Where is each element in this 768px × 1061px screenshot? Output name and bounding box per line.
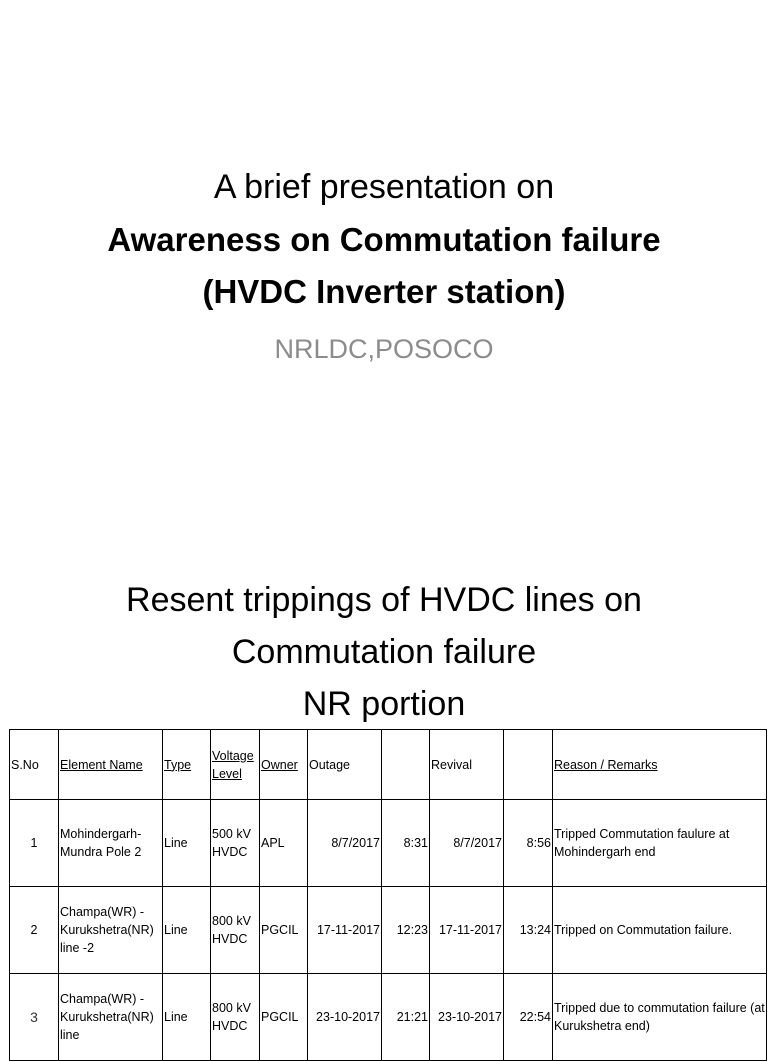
cell-type: Line: [163, 800, 211, 887]
cell-revival-date: 23-10-2017: [430, 974, 504, 1061]
table-row: [10, 800, 767, 887]
header-element: Element Name: [59, 730, 163, 800]
cell-outage-time: 12:23: [382, 887, 430, 974]
slide2-title-line3: NR portion: [302, 685, 466, 723]
cell-element: Mohindergarh-Mundra Pole 2: [59, 800, 163, 887]
cell-type: Line: [163, 974, 211, 1061]
cell-revival-time: 22:54: [504, 974, 553, 1061]
header-outage: Outage: [308, 730, 382, 800]
cell-revival-time: 13:24: [504, 887, 553, 974]
cell-type: Line: [163, 887, 211, 974]
cell-reason: Tripped due to commutation failure (at Kurukshetra end): [553, 974, 767, 1061]
header-revival: Revival: [430, 730, 504, 800]
slide2-title-line2: Commutation failure: [231, 633, 537, 671]
cell-revival-date: 8/7/2017: [430, 800, 504, 887]
cell-owner: PGCIL: [260, 974, 308, 1061]
header-owner: Owner: [260, 730, 308, 800]
cell-sno: 3: [10, 974, 59, 1061]
header-revival-time: [504, 730, 553, 800]
cell-sno: 2: [10, 887, 59, 974]
header-reason: Reason / Remarks: [553, 730, 767, 800]
cell-voltage: 500 kV HVDC: [211, 800, 260, 887]
cell-sno: 1: [10, 800, 59, 887]
cell-voltage: 800 kV HVDC: [211, 887, 260, 974]
presentation-title-sub: (HVDC Inverter station): [202, 273, 566, 310]
cell-outage-time: 8:31: [382, 800, 430, 887]
cell-owner: PGCIL: [260, 887, 308, 974]
header-sno: S.No: [10, 730, 59, 800]
slide2-title: [0, 574, 768, 730]
cell-voltage: 800 kV HVDC: [211, 974, 260, 1061]
cell-outage-date: 17-11-2017: [308, 887, 382, 974]
cell-revival-date: 17-11-2017: [430, 887, 504, 974]
cell-outage-date: 23-10-2017: [308, 974, 382, 1061]
table-header-row: [10, 730, 767, 800]
header-type: Type: [163, 730, 211, 800]
cell-element: Champa(WR) - Kurukshetra(NR) line -2: [59, 887, 163, 974]
cell-element: Champa(WR) - Kurukshetra(NR) line: [59, 974, 163, 1061]
slide2-title-line1: Resent trippings of HVDC lines on: [126, 581, 642, 619]
trippings-table: [9, 729, 767, 1061]
presentation-intro: A brief presentation on: [213, 168, 555, 206]
cell-revival-time: 8:56: [504, 800, 553, 887]
cell-outage-date: 8/7/2017: [308, 800, 382, 887]
trippings-table-wrap: [9, 729, 766, 1061]
header-voltage: Voltage Level: [211, 730, 260, 800]
cell-reason: Tripped on Commutation failure.: [553, 887, 767, 974]
cell-outage-time: 21:21: [382, 974, 430, 1061]
table-row: [10, 887, 767, 974]
presentation-author: NRLDC,POSOCO: [274, 334, 494, 364]
cell-reason: Tripped Commutation faulure at Mohindergarh end: [553, 800, 767, 887]
table-row: [10, 974, 767, 1061]
presentation-title: Awareness on Commutation failure: [107, 221, 661, 258]
header-outage-time: [382, 730, 430, 800]
cell-owner: APL: [260, 800, 308, 887]
